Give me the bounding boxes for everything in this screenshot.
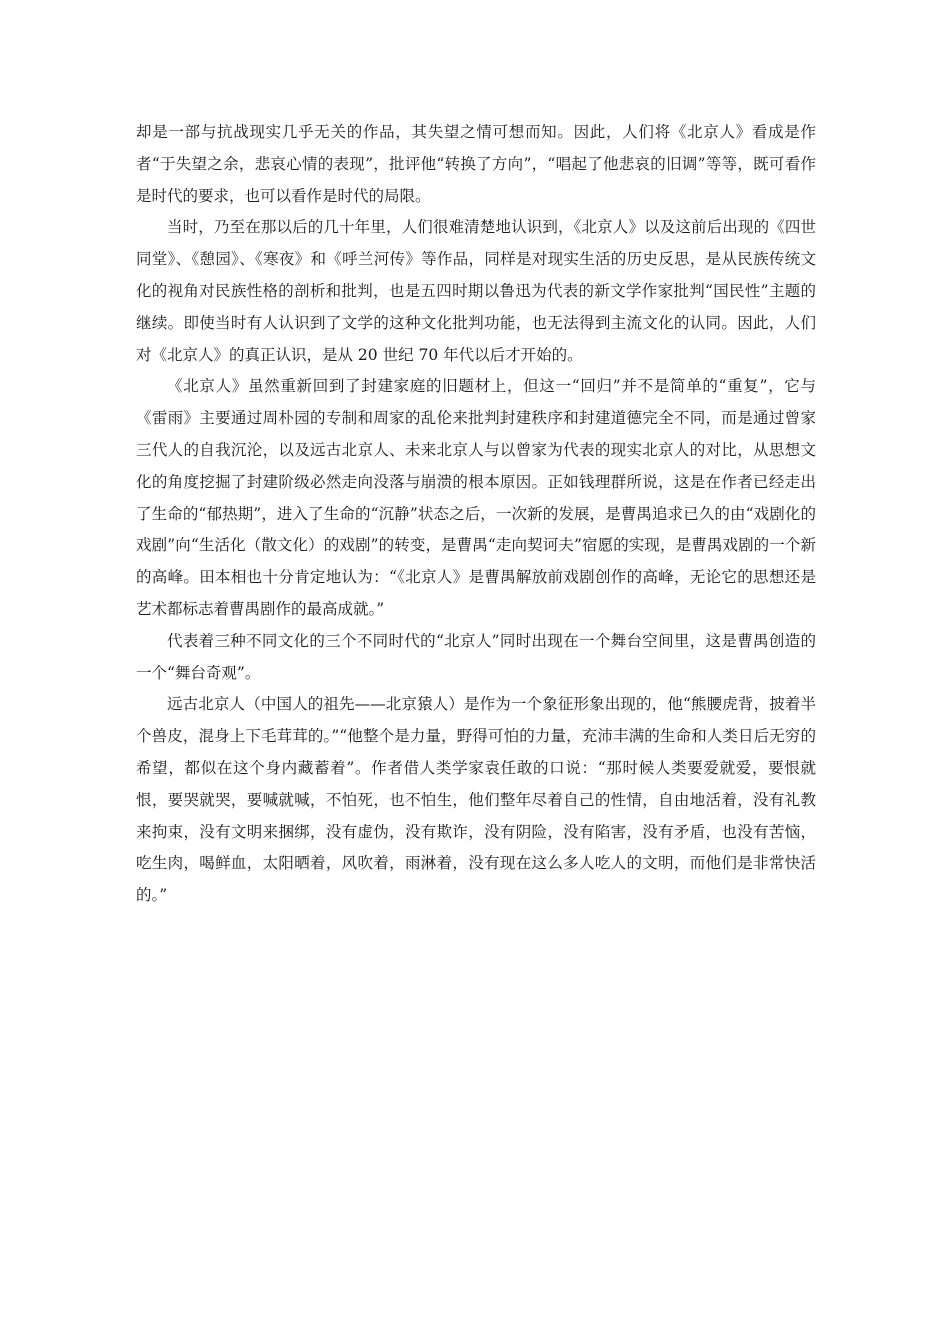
- paragraph-return-theme: 《北京人》虽然重新回到了封建家庭的旧题材上，但这一“回归”并不是简单的“重复”，它与《雷雨》主要通过周朴园的专制和周家的乱伦来批判封建秩序和封建道德完全不同，而是通过曾家三代人的自我沉沦，以及远古北京人、未来北京人与以曾家为代表的现实北京人的对比，从思想文化的角度挖掘了封建阶级必然走向没落与崩溃的根本原因。正如钱理群所说，这是在作者已经走出了生命的“郁热期”，进入了生命的“沉静”状态之后，一次新的发展，是曹禺追求已久的由“戏剧化的戏剧”向“生活化（散文化）的戏剧”的转变，是曹禺“走向契诃夫”宿愿的实现，是曹禺戏剧的一个新的高峰。田本相也十分肯定地认为：“《北京人》是曹禺解放前戏剧创作的高峰，无论它的思想还是艺术都标志着曹禺剧作的最高成就。”: [136, 377, 816, 618]
- paragraph-historical-reflection: 当时，乃至在那以后的几十年里，人们很难清楚地认识到，《北京人》以及这前后出现的《四世同堂》、《憩园》、《寒夜》和《呼兰河传》等作品，同样是对现实生活的历史反思，是从民族传统文化的视角对民族性格的剖析和批判，也是五四时期以鲁迅为代表的新文学作家批判“国民性”主题的继续。即使当时有人认识到了文学的这种文化批判功能，也无法得到主流文化的认同。因此，人们对《北京人》的真正认识，是从 20 世纪 70 年代以后才开始的。: [136, 218, 816, 364]
- paragraph-continuation: 却是一部与抗战现实几乎无关的作品，其失望之情可想而知。因此，人们将《北京人》看成是作者“于失望之余，悲哀心情的表现”，批评他“转换了方向”，“唱起了他悲哀的旧调”等等，既可看作是时代的要求，也可以看作是时代的局限。: [136, 123, 816, 205]
- paragraph-ancient-peking-man: 远古北京人（中国人的祖先——北京猿人）是作为一个象征形象出现的，他“熊腰虎背，披着半个兽皮，混身上下毛茸茸的。”“他整个是力量，野得可怕的力量，充沛丰满的生命和人类日后无穷的希望，都似在这个身内藏蓄着”。作者借人类学家袁任敢的口说：“那时候人类要爱就爱，要恨就恨，要哭就哭，要喊就喊，不怕死，也不怕生，他们整年尽着自己的性情，自由地活着，没有礼教来拘束，没有文明来捆绑，没有虚伪，没有欺诈，没有阴险，没有陷害，没有矛盾，也没有苦恼，吃生肉，喝鲜血，太阳晒着，风吹着，雨淋着，没有现在这么多人吃人的文明，而他们是非常快活的。”: [136, 695, 816, 905]
- paragraph-stage-spectacle: 代表着三种不同文化的三个不同时代的“北京人”同时出现在一个舞台空间里，这是曹禺创造的一个“舞台奇观”。: [136, 631, 816, 682]
- document-body: [136, 117, 816, 912]
